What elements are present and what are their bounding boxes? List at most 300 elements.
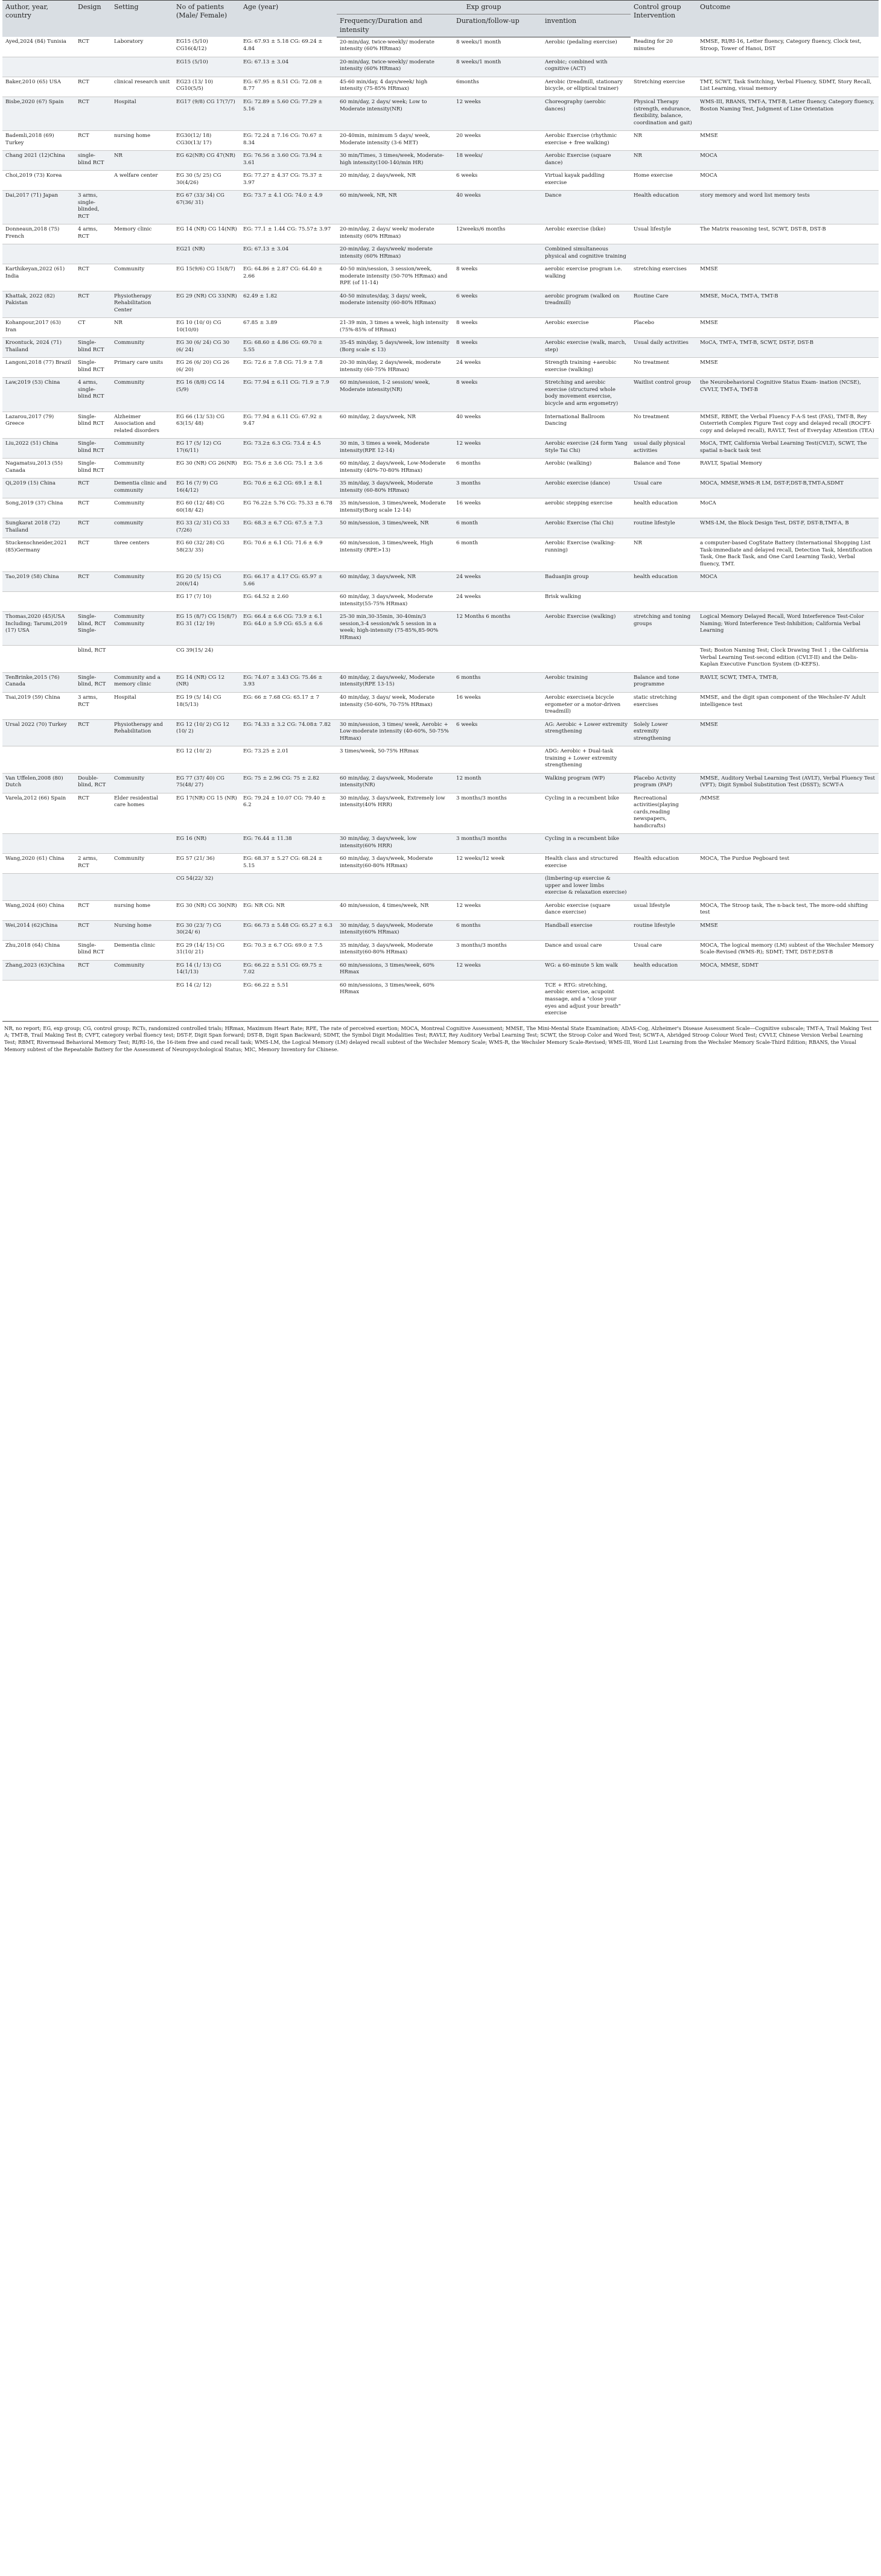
cell-patients: EG 67 (33/ 34) CG 67(36/ 31) bbox=[173, 191, 240, 224]
cell-design: 3 arms, single-blinded, RCT bbox=[75, 191, 111, 224]
cell-duration: 8 weeks/1 month bbox=[453, 37, 542, 57]
cell-patients: EG 19 (5/ 14) CG 18(5/13) bbox=[173, 692, 240, 719]
cell-control: Usual daily activities bbox=[631, 338, 697, 358]
cell-duration: 3 months/3 months bbox=[453, 940, 542, 960]
col-header-setting: Setting bbox=[111, 1, 173, 37]
cell-invention: Choreography (aerobic dances) bbox=[542, 97, 631, 130]
cell-design: Single-blind RCT bbox=[75, 358, 111, 378]
cell-author: Liu,2022 (51) China bbox=[2, 439, 75, 459]
cell-invention bbox=[542, 646, 631, 673]
cell-invention: Aerobic exercise (dance) bbox=[542, 479, 631, 498]
study-characteristics-table bbox=[2, 0, 879, 1022]
cell-author: Wang,2020 (61) China bbox=[2, 854, 75, 874]
cell-patients: EG 77 (37/ 40) CG 75(48/ 27) bbox=[173, 773, 240, 793]
cell-patients: EG 14 (NR) CG 12 (NR) bbox=[173, 672, 240, 692]
cell-duration: 12 month bbox=[453, 773, 542, 793]
cell-patients: CG 54(22/ 32) bbox=[173, 874, 240, 901]
table-body bbox=[2, 37, 879, 1021]
cell-author: Sungkarat 2018 (72) Thailand bbox=[2, 518, 75, 538]
cell-outcome: story memory and word list memory tests bbox=[697, 191, 879, 224]
cell-age: EG: 77.94 ± 6.11 CG: 67.92 ± 9.47 bbox=[240, 412, 337, 439]
cell-design: RCT bbox=[75, 131, 111, 151]
cell-author bbox=[2, 646, 75, 673]
cell-outcome: MMSE bbox=[697, 719, 879, 746]
cell-control: Balance and tone programme bbox=[631, 672, 697, 692]
cell-invention: AG: Aerobic + Lower extremity strengthening bbox=[542, 719, 631, 746]
cell-design bbox=[75, 874, 111, 901]
cell-frequency: 30 min, 3 times a week, Moderate intensity(RPE 12-14) bbox=[337, 439, 453, 459]
cell-outcome: MOCA, The Purdue Pegboard test bbox=[697, 854, 879, 874]
cell-invention: WG: a 60-minute 5 km walk bbox=[542, 960, 631, 980]
cell-setting: Community bbox=[111, 498, 173, 518]
cell-duration: 6 months bbox=[453, 672, 542, 692]
cell-invention: Baduanjin group bbox=[542, 572, 631, 592]
cell-patients: EG 33 (2/ 31) CG 33 (7/26) bbox=[173, 518, 240, 538]
cell-age: EG: 67.93 ± 5.18 CG: 69.24 ± 4.84 bbox=[240, 37, 337, 57]
cell-age: EG: 73.25 ± 2.01 bbox=[240, 746, 337, 774]
table-row bbox=[2, 834, 879, 854]
cell-design: 2 arms, RCT bbox=[75, 854, 111, 874]
cell-setting: Elder residential care homes bbox=[111, 793, 173, 834]
cell-author bbox=[2, 244, 75, 264]
cell-outcome: TMT, SCWT, Task Switching, Verbal Fluency, SDMT, Story Recall, List Learning, visual memory bbox=[697, 77, 879, 97]
cell-frequency: 60 min/session, 3 times/week, High intensity (RPE>13) bbox=[337, 538, 453, 572]
col-header-frequency: Frequency/Duration and intensity bbox=[337, 14, 453, 37]
cell-frequency: 60 min/sessions, 3 times/week, 60% HRmax bbox=[337, 980, 453, 1021]
cell-design: Single-blind RCT bbox=[75, 412, 111, 439]
cell-age: EG: 64.86 ± 2.87 CG: 64.40 ± 2.66 bbox=[240, 264, 337, 291]
cell-control: Home exercise bbox=[631, 171, 697, 191]
cell-control: Health education bbox=[631, 854, 697, 874]
table-row bbox=[2, 874, 879, 901]
table-row bbox=[2, 538, 879, 572]
cell-frequency: 20-min/day, twice-weekly/ moderate intensity (60% HRmax) bbox=[337, 57, 453, 77]
cell-outcome: MMSE bbox=[697, 920, 879, 940]
cell-design bbox=[75, 57, 111, 77]
table-row bbox=[2, 57, 879, 77]
cell-invention: Dance and usual care bbox=[542, 940, 631, 960]
cell-design: RCT bbox=[75, 538, 111, 572]
cell-frequency: 35-45 min/day, 5 days/week, low intensity (Borg scale ≤ 13) bbox=[337, 338, 453, 358]
cell-setting: Community bbox=[111, 960, 173, 980]
cell-outcome: MMSE bbox=[697, 358, 879, 378]
cell-frequency: 60 min/day, 2 days/week, NR bbox=[337, 412, 453, 439]
cell-invention: Cycling in a recumbent bike bbox=[542, 834, 631, 854]
cell-control bbox=[631, 834, 697, 854]
cell-setting: nursing home bbox=[111, 900, 173, 920]
cell-duration: 40 weeks bbox=[453, 191, 542, 224]
cell-outcome: MMSE, Auditory Verbal Learning Test (AVLT), Verbal Fluency Test (VFT); Digit Symbol Substitution Test (DSST); SCWT-A bbox=[697, 773, 879, 793]
cell-frequency: 30 min/day, 3 days/week, low intensity(60% HRR) bbox=[337, 834, 453, 854]
cell-author: Khattak, 2022 (82) Pakistan bbox=[2, 291, 75, 318]
cell-patients: EG 15(9/6) CG 15(8/7) bbox=[173, 264, 240, 291]
cell-patients: EG 30 (NR) CG 30(NR) bbox=[173, 900, 240, 920]
cell-duration: 6 months bbox=[453, 920, 542, 940]
cell-control: Routine Care bbox=[631, 291, 697, 318]
cell-outcome: RAVLT, SCWT, TMT-A, TMT-B, bbox=[697, 672, 879, 692]
cell-design: Double-blind, RCT bbox=[75, 773, 111, 793]
table-row bbox=[2, 191, 879, 224]
cell-age: EG: 77.1 ± 1.44 CG: 75.57± 3.97 bbox=[240, 224, 337, 244]
cell-setting: Hospital bbox=[111, 692, 173, 719]
cell-frequency: 60 min/day, 2 days/week, Moderate intensity(NR) bbox=[337, 773, 453, 793]
cell-setting bbox=[111, 874, 173, 901]
cell-setting: A welfare center bbox=[111, 171, 173, 191]
cell-design: RCT bbox=[75, 479, 111, 498]
table-row bbox=[2, 572, 879, 592]
cell-age: EG: 66.22 ± 5.51 CG: 69.75 ± 7.02 bbox=[240, 960, 337, 980]
cell-author: Zhang,2023 (63)China bbox=[2, 960, 75, 980]
cell-author: Dai,2017 (71) Japan bbox=[2, 191, 75, 224]
cell-setting: Dementia clinic and community bbox=[111, 479, 173, 498]
cell-control: health education bbox=[631, 498, 697, 518]
cell-duration bbox=[453, 646, 542, 673]
cell-age: EG: 76.56 ± 3.60 CG: 73.94 ± 3.61 bbox=[240, 151, 337, 171]
table-header bbox=[2, 1, 879, 37]
cell-setting: Community bbox=[111, 378, 173, 412]
cell-duration bbox=[453, 244, 542, 264]
table-row bbox=[2, 151, 879, 171]
cell-control: NR bbox=[631, 151, 697, 171]
table-row bbox=[2, 719, 879, 746]
cell-setting: Community bbox=[111, 773, 173, 793]
cell-control bbox=[631, 646, 697, 673]
cell-setting bbox=[111, 592, 173, 612]
cell-age: EG: 73.2± 6.3 CG: 73.4 ± 4.5 bbox=[240, 439, 337, 459]
cell-age bbox=[240, 646, 337, 673]
cell-setting: Physiotherapy and Rehabilitation bbox=[111, 719, 173, 746]
cell-frequency: 20-min/day, twice-weekly/ moderate intensity (60% HRmax) bbox=[337, 37, 453, 57]
cell-author: Donneaun,2018 (75) French bbox=[2, 224, 75, 244]
table-footnote bbox=[2, 1022, 879, 1057]
table-row bbox=[2, 291, 879, 318]
cell-setting bbox=[111, 57, 173, 77]
cell-outcome: /MMSE bbox=[697, 793, 879, 834]
table-row bbox=[2, 980, 879, 1021]
cell-outcome bbox=[697, 592, 879, 612]
cell-frequency: 35 min/day, 3 days/week, Moderate intensity(60-80% HRmax) bbox=[337, 940, 453, 960]
cell-duration: 6 month bbox=[453, 538, 542, 572]
cell-setting bbox=[111, 746, 173, 774]
cell-design: 4 arms, single-blind RCT bbox=[75, 378, 111, 412]
cell-patients: EG 30 (6/ 24) CG 30 (6/ 24) bbox=[173, 338, 240, 358]
cell-age: EG: 74.33 ± 3.2 CG: 74.08± 7.82 bbox=[240, 719, 337, 746]
cell-outcome: MoCA bbox=[697, 498, 879, 518]
cell-patients: EG 14 (2/ 12) bbox=[173, 980, 240, 1021]
cell-invention: Brisk walking bbox=[542, 592, 631, 612]
table-row bbox=[2, 459, 879, 479]
cell-outcome: MMSE, and the digit span component of the Wechsler-IV Adult intelligence test bbox=[697, 692, 879, 719]
cell-author: Bademli,2018 (69) Turkey bbox=[2, 131, 75, 151]
cell-design: Single-blind, RCT Single- bbox=[75, 612, 111, 646]
cell-age: EG: 66.4 ± 6.6 CG: 73.9 ± 6.1 EG: 64.0 ± 5.9 CG: 65.5 ± 6.6 bbox=[240, 612, 337, 646]
cell-design bbox=[75, 244, 111, 264]
cell-author: Thomas,2020 (45)USA Including; Tarumi,2019 (17) USA bbox=[2, 612, 75, 646]
cell-age: EG: 67.13 ± 3.04 bbox=[240, 57, 337, 77]
cell-age: EG: 66 ± 7.68 CG: 65.17 ± 7 bbox=[240, 692, 337, 719]
table-row bbox=[2, 479, 879, 498]
table-row bbox=[2, 244, 879, 264]
table-row bbox=[2, 264, 879, 291]
cell-duration: 16 weeks bbox=[453, 692, 542, 719]
col-header-author: Author, year, country bbox=[2, 1, 75, 37]
cell-setting: Hospital bbox=[111, 97, 173, 130]
cell-invention: TCE + RTG: stretching, aerobic exercise, acupoint massage, and a "close your eyes and adjust your breath" exercise bbox=[542, 980, 631, 1021]
cell-duration: 18 weeks/ bbox=[453, 151, 542, 171]
cell-patients: EG 66 (13/ 53) CG 63(15/ 48) bbox=[173, 412, 240, 439]
cell-patients: EG 26 (6/ 20) CG 26 (6/ 20) bbox=[173, 358, 240, 378]
table-row bbox=[2, 920, 879, 940]
cell-author: Song,2019 (37) China bbox=[2, 498, 75, 518]
cell-age: EG: 67.13 ± 3.04 bbox=[240, 244, 337, 264]
cell-author: Ayed,2024 (84) Tunisia bbox=[2, 37, 75, 57]
cell-design: RCT bbox=[75, 264, 111, 291]
cell-age: EG: 68.60 ± 4.86 CG: 69.70 ± 5.55 bbox=[240, 338, 337, 358]
cell-setting: Community bbox=[111, 338, 173, 358]
cell-frequency: 35 min/day, 3 days/week, Moderate intensity (60-80% HRmax) bbox=[337, 479, 453, 498]
cell-control: Reading for 20 minutes bbox=[631, 37, 697, 57]
cell-invention: Combined simultaneous physical and cognitive training bbox=[542, 244, 631, 264]
cell-frequency: 50 min/session, 3 times/week, NR bbox=[337, 518, 453, 538]
cell-design: 4 arms, RCT bbox=[75, 224, 111, 244]
cell-design: RCT bbox=[75, 518, 111, 538]
cell-invention: ADG: Aerobic + Dual-task training + Lower extremity strengthening bbox=[542, 746, 631, 774]
cell-setting: NR bbox=[111, 318, 173, 338]
cell-outcome: Logical Memory Delayed Recall, Word Interference Test-Color Naming; Word Interference Test-Inhibition; California Verbal Learning bbox=[697, 612, 879, 646]
cell-duration: 24 weeks bbox=[453, 358, 542, 378]
cell-duration: 8 weeks bbox=[453, 264, 542, 291]
cell-invention: International Ballroom Dancing bbox=[542, 412, 631, 439]
cell-control: Balance and Tone bbox=[631, 459, 697, 479]
cell-design: RCT bbox=[75, 291, 111, 318]
cell-design: RCT bbox=[75, 900, 111, 920]
cell-design: RCT bbox=[75, 920, 111, 940]
cell-invention: Cycling in a recumbent bike bbox=[542, 793, 631, 834]
cell-duration: 6 weeks bbox=[453, 171, 542, 191]
cell-duration: 3 months/3 months bbox=[453, 834, 542, 854]
cell-duration: 24 weeks bbox=[453, 592, 542, 612]
cell-age: EG: 72.24 ± 7.16 CG: 70.67 ± 8.34 bbox=[240, 131, 337, 151]
cell-patients: EG 30 (23/ 7) CG 30(24/ 6) bbox=[173, 920, 240, 940]
cell-age: EG: 73.7 ± 4.1 CG: 74.0 ± 4.9 bbox=[240, 191, 337, 224]
cell-outcome: MOCA, The logical memory (LM) subtest of the Wechsler Memory Scale-Revised (WMS-R); SDMT; TMT, DST-F,DST-B bbox=[697, 940, 879, 960]
cell-author: Nagamatsu,2013 (55) Canada bbox=[2, 459, 75, 479]
cell-invention: (limbering-up exercise & upper and lower limbs exercise & relaxation exercise) bbox=[542, 874, 631, 901]
table-row bbox=[2, 358, 879, 378]
cell-author: Langoni,2018 (77) Brazil bbox=[2, 358, 75, 378]
table-row bbox=[2, 77, 879, 97]
cell-setting: Community and a memory clinic bbox=[111, 672, 173, 692]
cell-frequency: 60 min/day, 3 days/week, NR bbox=[337, 572, 453, 592]
cell-design: RCT bbox=[75, 498, 111, 518]
cell-age: EG: 67.95 ± 8.51 CG: 72.08 ± 8.77 bbox=[240, 77, 337, 97]
cell-duration: 12 weeks bbox=[453, 960, 542, 980]
cell-duration bbox=[453, 980, 542, 1021]
table-row bbox=[2, 318, 879, 338]
cell-frequency: 30 min/session, 3 times/ week, Aerobic + Low-moderate intensity (40-60%, 50-75% HRmax) bbox=[337, 719, 453, 746]
cell-invention: Aerobic exercise(a bicycle ergometer or a motor-driven treadmill) bbox=[542, 692, 631, 719]
cell-invention: Aerobic Exercise (square dance) bbox=[542, 151, 631, 171]
cell-invention: Strength training +aerobic exercise (walking) bbox=[542, 358, 631, 378]
cell-outcome: WMS-III, RBANS, TMT-A, TMT-B, Letter fluency, Category fluency, Boston Naming Test, Judgment of Line Orientation bbox=[697, 97, 879, 130]
cell-outcome: a computer-based CogState Battery (International Shopping List Task-immediate and delayed recall, Detection Task, Identification Task, One Back Task, and One Card Learning Task), Verbal fluency, TMT. bbox=[697, 538, 879, 572]
col-header-control: Control group Intervention bbox=[631, 1, 697, 37]
cell-outcome: MMSE bbox=[697, 318, 879, 338]
cell-author: Baker,2010 (65) USA bbox=[2, 77, 75, 97]
cell-age: EG: 74.07 ± 3.43 CG: 75.46 ± 3.93 bbox=[240, 672, 337, 692]
cell-patients: EG 10 (10/ 0) CG 10(10/0) bbox=[173, 318, 240, 338]
cell-frequency: 35 min/session, 3 times/week, Moderate intensity(Borg scale 12-14) bbox=[337, 498, 453, 518]
cell-invention: Health class and structured exercise bbox=[542, 854, 631, 874]
table-row bbox=[2, 672, 879, 692]
cell-outcome: MMSE bbox=[697, 264, 879, 291]
cell-duration: 6 month bbox=[453, 518, 542, 538]
cell-frequency: 25-30 min,30-35min, 30-40min/3 session,3-4 session/wk 5 session in a week; high-intensity (75-85%,85-90% HRmax) bbox=[337, 612, 453, 646]
cell-outcome: MOCA bbox=[697, 572, 879, 592]
cell-setting: Community bbox=[111, 439, 173, 459]
cell-design: RCT bbox=[75, 77, 111, 97]
cell-patients: EG17 (9/8) CG 17(7/7) bbox=[173, 97, 240, 130]
cell-patients: EG 30 (NR) CG 26(NR) bbox=[173, 459, 240, 479]
col-header-patients: No of patients (Male/ Female) bbox=[173, 1, 240, 37]
cell-age: EG: 77.94 ± 6.11 CG: 71.9 ± 7.9 bbox=[240, 378, 337, 412]
cell-invention: Stretching and aerobic exercise (structured whole body movement exercise, bicycle and arm ergometry) bbox=[542, 378, 631, 412]
cell-duration: 8 weeks bbox=[453, 378, 542, 412]
cell-design: RCT bbox=[75, 572, 111, 592]
cell-frequency: 30 min/day, 5 days/week, Moderate intensity(60% HRmax) bbox=[337, 920, 453, 940]
cell-outcome bbox=[697, 834, 879, 854]
cell-duration: 8 weeks bbox=[453, 338, 542, 358]
cell-design bbox=[75, 171, 111, 191]
cell-control: Usual care bbox=[631, 479, 697, 498]
cell-age: EG: NR CG: NR bbox=[240, 900, 337, 920]
cell-control: health education bbox=[631, 572, 697, 592]
cell-patients: EG 60 (32/ 28) CG 58(23/ 35) bbox=[173, 538, 240, 572]
cell-author bbox=[2, 834, 75, 854]
cell-patients: EG 62(NR) CG 47(NR) bbox=[173, 151, 240, 171]
cell-patients: EG15 (5/10) CG16(4/12) bbox=[173, 37, 240, 57]
cell-patients: EG 30 (5/ 25) CG 30(4/26) bbox=[173, 171, 240, 191]
cell-design: RCT bbox=[75, 793, 111, 834]
cell-outcome: MOCA bbox=[697, 151, 879, 171]
cell-control: static stretching exercises bbox=[631, 692, 697, 719]
cell-frequency: 40 min/day, 2 days/week/, Moderate intensity(RPE 13-15) bbox=[337, 672, 453, 692]
cell-duration: 6 weeks bbox=[453, 719, 542, 746]
cell-author: Qi,2019 (15) China bbox=[2, 479, 75, 498]
cell-age: EG: 70.3 ± 6.7 CG: 69.0 ± 7.5 bbox=[240, 940, 337, 960]
cell-duration: 12 weeks bbox=[453, 900, 542, 920]
cell-age: EG: 72.6 ± 7.8 CG: 71.9 ± 7.8 bbox=[240, 358, 337, 378]
cell-control: No treatment bbox=[631, 358, 697, 378]
cell-author: Kohanpour,2017 (63) Iran bbox=[2, 318, 75, 338]
cell-outcome bbox=[697, 57, 879, 77]
col-header-duration: Duration/follow-up bbox=[453, 14, 542, 37]
cell-frequency: 40-50 min/session, 3 session/week, moderate intensity (50-70% HRmax) and RPE (of 11-14) bbox=[337, 264, 453, 291]
cell-outcome: WMS-LM, the Block Design Test, DST-F, DST-B,TMT-A, B bbox=[697, 518, 879, 538]
table-row bbox=[2, 224, 879, 244]
cell-setting: Physiotherapy Rehabilitation Center bbox=[111, 291, 173, 318]
table-row bbox=[2, 773, 879, 793]
cell-author: Kroontuck, 2024 (71) Thailand bbox=[2, 338, 75, 358]
cell-outcome: MMSE bbox=[697, 131, 879, 151]
cell-author: Wei,2014 (62)China bbox=[2, 920, 75, 940]
cell-setting: clinical research unit bbox=[111, 77, 173, 97]
cell-age: EG: 68.37 ± 5.27 CG: 68.24 ± 5.15 bbox=[240, 854, 337, 874]
table-row bbox=[2, 518, 879, 538]
cell-control: Waitlist control group bbox=[631, 378, 697, 412]
cell-setting: Laboratory bbox=[111, 37, 173, 57]
cell-invention: Aerobic exercise (walk, march, step) bbox=[542, 338, 631, 358]
table-row bbox=[2, 439, 879, 459]
cell-frequency: 20-40min, minimum 5 days/ week, Moderate intensity (3-6 MET) bbox=[337, 131, 453, 151]
cell-control: Placebo bbox=[631, 318, 697, 338]
cell-patients: EG 29 (NR) CG 33(NR) bbox=[173, 291, 240, 318]
cell-outcome: MOCA bbox=[697, 171, 879, 191]
table-row bbox=[2, 900, 879, 920]
cell-control bbox=[631, 244, 697, 264]
cell-design: CT bbox=[75, 318, 111, 338]
cell-setting: Community bbox=[111, 264, 173, 291]
cell-duration: 12 Months 6 months bbox=[453, 612, 542, 646]
cell-invention: Aerobic (pedaling exercise) bbox=[542, 37, 631, 57]
cell-patients: EG30(12/ 18) CG30(13/ 17) bbox=[173, 131, 240, 151]
cell-age: EG: 68.3 ± 6.7 CG: 67.5 ± 7.3 bbox=[240, 518, 337, 538]
cell-invention: Virtual kayak paddling exercise bbox=[542, 171, 631, 191]
cell-setting: Dementia clinic bbox=[111, 940, 173, 960]
cell-frequency: 40-50 minutes/day, 3 days/ week, moderate intensity (60-80% HRmax) bbox=[337, 291, 453, 318]
cell-invention: Aerobic Exercise (walking-running) bbox=[542, 538, 631, 572]
cell-invention: Aerobic Exercise (walking) bbox=[542, 612, 631, 646]
cell-design: Single-blind RCT bbox=[75, 439, 111, 459]
cell-age bbox=[240, 874, 337, 901]
cell-frequency: 20 min/day, 2 days/week, NR bbox=[337, 171, 453, 191]
cell-control: Physical Therapy (strength, endurance, flexibility, balance, coordination and gait) bbox=[631, 97, 697, 130]
cell-invention: Aerobic Exercise (rhythmic exercise + free walking) bbox=[542, 131, 631, 151]
cell-author: Varela,2012 (66) Spain bbox=[2, 793, 75, 834]
cell-control: Health education bbox=[631, 191, 697, 224]
cell-author: TenBrinke,2015 (76) Canada bbox=[2, 672, 75, 692]
cell-invention: Aerobic (treadmill, stationary bicycle, or elliptical trainer) bbox=[542, 77, 631, 97]
cell-frequency: 60 min/day, 2 days/week, Low-Moderate intensity (40%-70-80% HRmax) bbox=[337, 459, 453, 479]
cell-author: Choi,2019 (73) Korea bbox=[2, 171, 75, 191]
cell-frequency: 60 min/week, NR, NR bbox=[337, 191, 453, 224]
cell-design: RCT bbox=[75, 97, 111, 130]
cell-age: EG: 64.52 ± 2.60 bbox=[240, 592, 337, 612]
cell-control: stretching and toning groups bbox=[631, 612, 697, 646]
cell-control: NR bbox=[631, 131, 697, 151]
cell-age: EG: 75 ± 2.96 CG: 75 ± 2.82 bbox=[240, 773, 337, 793]
cell-design: Single-blind, RCT bbox=[75, 672, 111, 692]
col-header-outcome: Outcome bbox=[697, 1, 879, 37]
cell-author: Lazarou,2017 (79) Greece bbox=[2, 412, 75, 439]
cell-frequency: 45-60 min/day, 4 days/week/ high intensity (75-85% HRmax) bbox=[337, 77, 453, 97]
cell-patients: EG 14 (1/ 13) CG 14(1/13) bbox=[173, 960, 240, 980]
table-row bbox=[2, 37, 879, 57]
cell-invention: Aerobic exercise (square dance exercise) bbox=[542, 900, 631, 920]
cell-outcome: MMSE, MoCA, TMT-A, TMT-B bbox=[697, 291, 879, 318]
cell-design bbox=[75, 834, 111, 854]
cell-age: EG: 70.6 ± 6.1 CG: 71.6 ± 6.9 bbox=[240, 538, 337, 572]
cell-design: 3 arms, RCT bbox=[75, 692, 111, 719]
cell-control: Solely Lower extremity strengthening bbox=[631, 719, 697, 746]
cell-control: NR bbox=[631, 538, 697, 572]
cell-invention: Handball exercise bbox=[542, 920, 631, 940]
cell-author: Tao,2019 (58) China bbox=[2, 572, 75, 592]
cell-patients: EG23 (13/ 10) CG10(5/5) bbox=[173, 77, 240, 97]
table-row bbox=[2, 612, 879, 646]
table-row bbox=[2, 338, 879, 358]
cell-author bbox=[2, 746, 75, 774]
